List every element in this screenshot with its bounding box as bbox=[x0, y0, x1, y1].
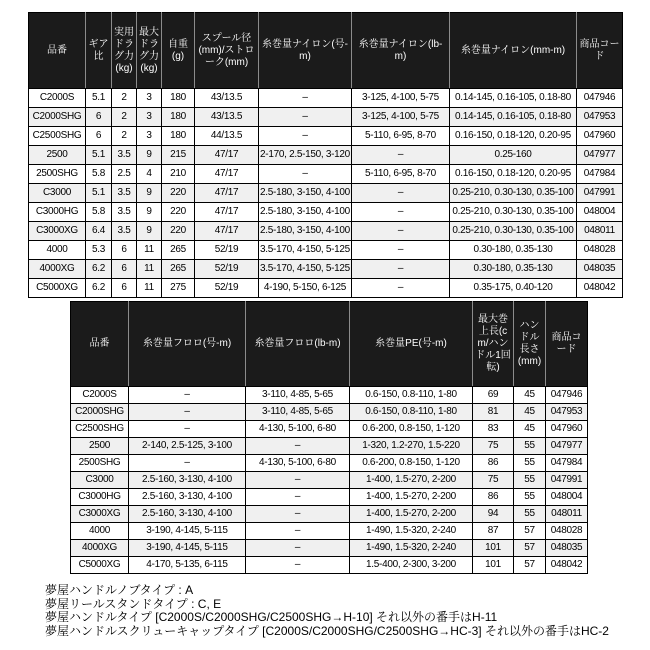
spec-cell: 1-490, 1.5-320, 2-240 bbox=[350, 523, 473, 540]
spec-cell: 47/17 bbox=[195, 146, 259, 165]
spec-cell: 047984 bbox=[546, 455, 588, 472]
spec-cell: 047977 bbox=[546, 438, 588, 455]
model-cell: C3000 bbox=[29, 184, 86, 203]
spec-cell: – bbox=[352, 203, 450, 222]
model-cell: C5000XG bbox=[29, 279, 86, 298]
header-row bbox=[71, 302, 588, 387]
spec-cell: 6.2 bbox=[86, 279, 112, 298]
column-header: 商品コード bbox=[577, 13, 623, 89]
table-row bbox=[29, 89, 623, 108]
spec-cell: 52/19 bbox=[195, 241, 259, 260]
spec-cell: 5.8 bbox=[86, 203, 112, 222]
model-cell: C3000XG bbox=[29, 222, 86, 241]
spec-cell: – bbox=[352, 279, 450, 298]
spec-cell: – bbox=[246, 472, 350, 489]
column-header: 自重(g) bbox=[162, 13, 195, 89]
header-row bbox=[29, 13, 623, 89]
spec-cell: 47/17 bbox=[195, 203, 259, 222]
spec-cell: 5.1 bbox=[86, 146, 112, 165]
spec-cell: 0.30-180, 0.35-130 bbox=[450, 241, 577, 260]
spec-cell: – bbox=[246, 540, 350, 557]
model-cell: C3000HG bbox=[71, 489, 129, 506]
spec-cell: 048011 bbox=[546, 506, 588, 523]
spec-cell: 048004 bbox=[577, 203, 623, 222]
column-header: 商品コード bbox=[546, 302, 588, 387]
spec-cell: 6 bbox=[86, 127, 112, 146]
spec-cell: 43/13.5 bbox=[195, 89, 259, 108]
spec-cell: 0.35-175, 0.40-120 bbox=[450, 279, 577, 298]
spec-cell: 3-190, 4-145, 5-115 bbox=[129, 540, 246, 557]
model-cell: C3000XG bbox=[71, 506, 129, 523]
spec-cell: 55 bbox=[514, 489, 546, 506]
spec-cell: 3.5 bbox=[112, 222, 137, 241]
model-cell: 4000XG bbox=[71, 540, 129, 557]
spec-cell: – bbox=[352, 260, 450, 279]
table-row bbox=[71, 421, 588, 438]
footnote-reel-stand-type: 夢屋リールスタンドタイプ : C, E bbox=[45, 596, 222, 611]
spec-cell: 4-130, 5-100, 6-80 bbox=[246, 421, 350, 438]
spec-cell: 2 bbox=[112, 89, 137, 108]
spec-cell: 047953 bbox=[546, 404, 588, 421]
table-row bbox=[29, 222, 623, 241]
model-cell: 2500SHG bbox=[29, 165, 86, 184]
spec-cell: 45 bbox=[514, 421, 546, 438]
spec-cell: 2.5 bbox=[112, 165, 137, 184]
spec-cell: 43/13.5 bbox=[195, 108, 259, 127]
spec-cell: 1.5-400, 2-300, 3-200 bbox=[350, 557, 473, 574]
spec-cell: 048028 bbox=[577, 241, 623, 260]
model-cell: C5000XG bbox=[71, 557, 129, 574]
spec-cell: 0.6-200, 0.8-150, 1-120 bbox=[350, 421, 473, 438]
spec-cell: 0.25-160 bbox=[450, 146, 577, 165]
spec-cell: 5.3 bbox=[86, 241, 112, 260]
spec-cell: 180 bbox=[162, 89, 195, 108]
spec-cell: 3-190, 4-145, 5-115 bbox=[129, 523, 246, 540]
table-row bbox=[29, 165, 623, 184]
spec-cell: 0.16-150, 0.18-120, 0.20-95 bbox=[450, 165, 577, 184]
spec-cell: 52/19 bbox=[195, 260, 259, 279]
spec-cell: – bbox=[259, 108, 352, 127]
spec-cell: – bbox=[129, 404, 246, 421]
column-header: ギア比 bbox=[86, 13, 112, 89]
spec-cell: 57 bbox=[514, 540, 546, 557]
spec-cell: 0.6-150, 0.8-110, 1-80 bbox=[350, 404, 473, 421]
spec-cell: 11 bbox=[137, 279, 162, 298]
column-header: 糸巻量フロロ(lb-m) bbox=[246, 302, 350, 387]
model-cell: 4000XG bbox=[29, 260, 86, 279]
spec-cell: 83 bbox=[473, 421, 514, 438]
spec-cell: 2.5-160, 3-130, 4-100 bbox=[129, 506, 246, 523]
spec-cell: 048035 bbox=[577, 260, 623, 279]
spec-cell: 94 bbox=[473, 506, 514, 523]
spec-cell: 4-170, 5-135, 6-115 bbox=[129, 557, 246, 574]
spec-cell: 5.1 bbox=[86, 184, 112, 203]
spec-cell: 6 bbox=[86, 108, 112, 127]
column-header: 糸巻量PE(号-m) bbox=[350, 302, 473, 387]
spec-cell: 047960 bbox=[546, 421, 588, 438]
spec-cell: 45 bbox=[514, 387, 546, 404]
model-cell: 2500 bbox=[71, 438, 129, 455]
spec-cell: 3 bbox=[137, 108, 162, 127]
spec-cell: – bbox=[352, 241, 450, 260]
spec-cell: 3.5-170, 4-150, 5-125 bbox=[259, 241, 352, 260]
spec-cell: 210 bbox=[162, 165, 195, 184]
spec-cell: 1-400, 1.5-270, 2-200 bbox=[350, 472, 473, 489]
table-row bbox=[71, 523, 588, 540]
spec-cell: 81 bbox=[473, 404, 514, 421]
column-header: 糸巻量フロロ(号-m) bbox=[129, 302, 246, 387]
spec-cell: 3 bbox=[137, 127, 162, 146]
spec-cell: 5-110, 6-95, 8-70 bbox=[352, 165, 450, 184]
spec-cell: 047991 bbox=[546, 472, 588, 489]
spec-cell: 3-125, 4-100, 5-75 bbox=[352, 89, 450, 108]
table-row bbox=[29, 127, 623, 146]
column-header: 糸巻量ナイロン(号-m) bbox=[259, 13, 352, 89]
spec-cell: 047946 bbox=[577, 89, 623, 108]
column-header: 最大ドラグ力(kg) bbox=[137, 13, 162, 89]
spec-cell: – bbox=[259, 89, 352, 108]
spec-cell: – bbox=[246, 489, 350, 506]
table-row bbox=[29, 108, 623, 127]
spec-cell: – bbox=[259, 165, 352, 184]
column-header: 最大巻上長(cm/ハンドル1回転) bbox=[473, 302, 514, 387]
spec-cell: 11 bbox=[137, 260, 162, 279]
model-cell: C2500SHG bbox=[29, 127, 86, 146]
spec-cell: 3-110, 4-85, 5-65 bbox=[246, 387, 350, 404]
spec-cell: 69 bbox=[473, 387, 514, 404]
column-header: 糸巻量ナイロン(mm-m) bbox=[450, 13, 577, 89]
spec-cell: 0.16-150, 0.18-120, 0.20-95 bbox=[450, 127, 577, 146]
spec-cell: 275 bbox=[162, 279, 195, 298]
spec-cell: 3.5 bbox=[112, 184, 137, 203]
spec-cell: 6 bbox=[112, 241, 137, 260]
spec-cell: 048004 bbox=[546, 489, 588, 506]
table-row bbox=[71, 506, 588, 523]
model-cell: C2000S bbox=[29, 89, 86, 108]
spec-cell: 3-110, 4-85, 5-65 bbox=[246, 404, 350, 421]
spec-cell: 048042 bbox=[577, 279, 623, 298]
spec-cell: 75 bbox=[473, 472, 514, 489]
table-row bbox=[71, 557, 588, 574]
table-row bbox=[29, 279, 623, 298]
spec-cell: 220 bbox=[162, 184, 195, 203]
spec-cell: 0.14-145, 0.16-105, 0.18-80 bbox=[450, 108, 577, 127]
spec-cell: 047960 bbox=[577, 127, 623, 146]
spec-cell: 1-400, 1.5-270, 2-200 bbox=[350, 506, 473, 523]
spec-cell: 3-125, 4-100, 5-75 bbox=[352, 108, 450, 127]
model-cell: 2500 bbox=[29, 146, 86, 165]
table-row bbox=[29, 184, 623, 203]
spec-cell: – bbox=[246, 438, 350, 455]
column-header: 実用ドラグ力(kg) bbox=[112, 13, 137, 89]
spec-cell: 220 bbox=[162, 203, 195, 222]
spec-cell: 6 bbox=[112, 279, 137, 298]
spec-cell: 4-130, 5-100, 6-80 bbox=[246, 455, 350, 472]
spec-cell: 4-190, 5-150, 6-125 bbox=[259, 279, 352, 298]
spec-cell: 55 bbox=[514, 438, 546, 455]
spec-cell: 265 bbox=[162, 260, 195, 279]
footnotes-block bbox=[45, 584, 609, 638]
table-row bbox=[71, 404, 588, 421]
spec-cell: – bbox=[352, 222, 450, 241]
footnote-handle-knob-type: 夢屋ハンドルノブタイプ : A bbox=[45, 583, 194, 597]
table-row bbox=[71, 438, 588, 455]
spec-cell: 0.25-210, 0.30-130, 0.35-100 bbox=[450, 203, 577, 222]
spec-cell: 2.5-180, 3-150, 4-100 bbox=[259, 222, 352, 241]
reel-line-capacity-spec-table bbox=[70, 301, 588, 574]
spec-cell: 3.5 bbox=[112, 146, 137, 165]
spec-cell: 2.5-160, 3-130, 4-100 bbox=[129, 472, 246, 489]
column-header: 品番 bbox=[29, 13, 86, 89]
column-header: 品番 bbox=[71, 302, 129, 387]
spec-cell: – bbox=[246, 523, 350, 540]
spec-cell: 180 bbox=[162, 127, 195, 146]
spec-cell: 1-400, 1.5-270, 2-200 bbox=[350, 489, 473, 506]
spec-cell: 6.4 bbox=[86, 222, 112, 241]
spec-cell: 101 bbox=[473, 540, 514, 557]
spec-cell: 47/17 bbox=[195, 184, 259, 203]
spec-cell: 2.5-180, 3-150, 4-100 bbox=[259, 203, 352, 222]
spec-cell: 6 bbox=[112, 260, 137, 279]
spec-cell: 047991 bbox=[577, 184, 623, 203]
spec-cell: 4 bbox=[137, 165, 162, 184]
spec-cell: 57 bbox=[514, 557, 546, 574]
spec-cell: 180 bbox=[162, 108, 195, 127]
spec-cell: 048011 bbox=[577, 222, 623, 241]
spec-cell: 0.6-150, 0.8-110, 1-80 bbox=[350, 387, 473, 404]
spec-cell: 6.2 bbox=[86, 260, 112, 279]
column-header: 糸巻量ナイロン(lb-m) bbox=[352, 13, 450, 89]
spec-cell: 047984 bbox=[577, 165, 623, 184]
spec-cell: 0.6-200, 0.8-150, 1-120 bbox=[350, 455, 473, 472]
model-cell: C2000S bbox=[71, 387, 129, 404]
model-cell: C2000SHG bbox=[29, 108, 86, 127]
spec-cell: 1-320, 1.2-270, 1.5-220 bbox=[350, 438, 473, 455]
spec-cell: 265 bbox=[162, 241, 195, 260]
spec-cell: 5-110, 6-95, 8-70 bbox=[352, 127, 450, 146]
spec-cell: 5.1 bbox=[86, 89, 112, 108]
table-row bbox=[71, 540, 588, 557]
column-header: スプール径(mm)/ストローク(mm) bbox=[195, 13, 259, 89]
model-cell: C2500SHG bbox=[71, 421, 129, 438]
spec-cell: 101 bbox=[473, 557, 514, 574]
spec-cell: 2 bbox=[112, 108, 137, 127]
spec-cell: 2.5-180, 3-150, 4-100 bbox=[259, 184, 352, 203]
spec-cell: 220 bbox=[162, 222, 195, 241]
spec-cell: – bbox=[129, 421, 246, 438]
column-header: ハンドル長さ(mm) bbox=[514, 302, 546, 387]
spec-cell: 0.25-210, 0.30-130, 0.35-100 bbox=[450, 184, 577, 203]
spec-cell: 0.30-180, 0.35-130 bbox=[450, 260, 577, 279]
spec-cell: 9 bbox=[137, 203, 162, 222]
spec-cell: 52/19 bbox=[195, 279, 259, 298]
spec-cell: 3 bbox=[137, 89, 162, 108]
spec-cell: 87 bbox=[473, 523, 514, 540]
spec-cell: 55 bbox=[514, 455, 546, 472]
spec-cell: 5.8 bbox=[86, 165, 112, 184]
table-row bbox=[29, 146, 623, 165]
model-cell: C3000HG bbox=[29, 203, 86, 222]
model-cell: C2000SHG bbox=[71, 404, 129, 421]
spec-cell: 2.5-160, 3-130, 4-100 bbox=[129, 489, 246, 506]
spec-cell: 9 bbox=[137, 222, 162, 241]
spec-cell: 047946 bbox=[546, 387, 588, 404]
spec-cell: 86 bbox=[473, 455, 514, 472]
spec-cell: 047977 bbox=[577, 146, 623, 165]
spec-cell: 55 bbox=[514, 472, 546, 489]
model-cell: C3000 bbox=[71, 472, 129, 489]
spec-cell: 47/17 bbox=[195, 165, 259, 184]
spec-cell: – bbox=[259, 127, 352, 146]
spec-cell: 048035 bbox=[546, 540, 588, 557]
table-row bbox=[29, 260, 623, 279]
spec-cell: 047953 bbox=[577, 108, 623, 127]
spec-cell: 1-490, 1.5-320, 2-240 bbox=[350, 540, 473, 557]
spec-cell: 048042 bbox=[546, 557, 588, 574]
table-row bbox=[71, 489, 588, 506]
spec-cell: 11 bbox=[137, 241, 162, 260]
spec-cell: 2-170, 2.5-150, 3-120 bbox=[259, 146, 352, 165]
spec-cell: 2-140, 2.5-125, 3-100 bbox=[129, 438, 246, 455]
spec-cell: 44/13.5 bbox=[195, 127, 259, 146]
footnote-handle-type: 夢屋ハンドルタイプ [C2000S/C2000SHG/C2500SHG→H-10] それ以外の番手はH-11 bbox=[45, 610, 498, 624]
table-row bbox=[71, 387, 588, 404]
spec-cell: 86 bbox=[473, 489, 514, 506]
footnote-handle-screw-cap-type: 夢屋ハンドルスクリューキャップタイプ [C2000S/C2000SHG/C2500SHG→HC-3] それ以外の番手はHC-2 bbox=[45, 623, 609, 638]
spec-cell: 75 bbox=[473, 438, 514, 455]
spec-cell: 55 bbox=[514, 506, 546, 523]
spec-cell: 048028 bbox=[546, 523, 588, 540]
model-cell: 4000 bbox=[71, 523, 129, 540]
spec-cell: 215 bbox=[162, 146, 195, 165]
spec-cell: 45 bbox=[514, 404, 546, 421]
model-cell: 4000 bbox=[29, 241, 86, 260]
table-row bbox=[29, 241, 623, 260]
spec-cell: 57 bbox=[514, 523, 546, 540]
spec-cell: 47/17 bbox=[195, 222, 259, 241]
spec-cell: 0.25-210, 0.30-130, 0.35-100 bbox=[450, 222, 577, 241]
reel-main-spec-table bbox=[28, 12, 623, 298]
spec-cell: 9 bbox=[137, 146, 162, 165]
table-row bbox=[29, 203, 623, 222]
spec-cell: – bbox=[129, 455, 246, 472]
spec-cell: 2 bbox=[112, 127, 137, 146]
spec-cell: – bbox=[352, 146, 450, 165]
spec-cell: – bbox=[246, 506, 350, 523]
table-row bbox=[71, 455, 588, 472]
spec-cell: – bbox=[246, 557, 350, 574]
spec-cell: 3.5-170, 4-150, 5-125 bbox=[259, 260, 352, 279]
table-row bbox=[71, 472, 588, 489]
spec-cell: 9 bbox=[137, 184, 162, 203]
spec-cell: 0.14-145, 0.16-105, 0.18-80 bbox=[450, 89, 577, 108]
model-cell: 2500SHG bbox=[71, 455, 129, 472]
spec-cell: 3.5 bbox=[112, 203, 137, 222]
spec-cell: – bbox=[352, 184, 450, 203]
spec-cell: – bbox=[129, 387, 246, 404]
